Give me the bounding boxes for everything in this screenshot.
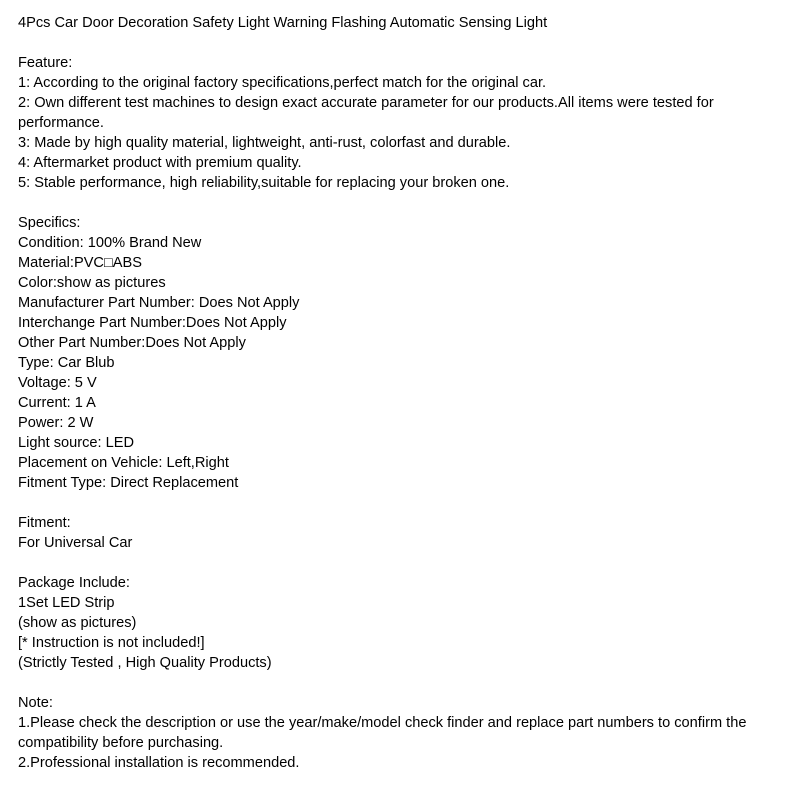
spacer [18, 193, 798, 213]
fitment-item: For Universal Car [18, 535, 133, 551]
spec-item: Interchange Part Number:Does Not Apply [18, 315, 287, 331]
spec-item: Manufacturer Part Number: Does Not Apply [18, 295, 300, 311]
feature-section [18, 53, 798, 193]
spec-item: Type: Car Blub [18, 355, 115, 371]
feature-item: 5: Stable performance, high reliability,suitable for replacing your broken one. [18, 175, 510, 191]
feature-item: 1: According to the original factory specifications,perfect match for the original car. [18, 75, 547, 91]
spec-item: Condition: 100% Brand New [18, 235, 202, 251]
package-item: (show as pictures) [18, 615, 137, 631]
feature-item: 4: Aftermarket product with premium quality. [18, 155, 302, 171]
note-section [18, 693, 798, 773]
spec-item: Fitment Type: Direct Replacement [18, 475, 239, 491]
note-heading: Note: [18, 695, 53, 711]
spec-item: Material:PVC□ABS [18, 255, 142, 271]
spacer [18, 553, 798, 573]
package-section [18, 573, 798, 673]
note-item: 1.Please check the description or use the year/make/model check finder and replace part numbers to confirm the compatibility before purchasing. [18, 715, 751, 751]
feature-heading: Feature: [18, 55, 73, 71]
spec-item: Power: 2 W [18, 415, 94, 431]
package-item: 1Set LED Strip [18, 595, 115, 611]
feature-item: 3: Made by high quality material, lightweight, anti-rust, colorfast and durable. [18, 135, 511, 151]
spacer [18, 493, 798, 513]
fitment-section [18, 513, 798, 553]
spec-item: Current: 1 A [18, 395, 96, 411]
package-heading: Package Include: [18, 575, 130, 591]
specifics-section [18, 213, 798, 493]
spec-item: Color:show as pictures [18, 275, 166, 291]
spec-item: Light source: LED [18, 435, 135, 451]
spec-item: Voltage: 5 V [18, 375, 97, 391]
specifics-heading: Specifics: [18, 215, 81, 231]
package-item: [* Instruction is not included!] [18, 635, 205, 651]
spec-item: Placement on Vehicle: Left,Right [18, 455, 229, 471]
product-title: 4Pcs Car Door Decoration Safety Light Warning Flashing Automatic Sensing Light [18, 15, 548, 31]
fitment-heading: Fitment: [18, 515, 71, 531]
feature-item: 2: Own different test machines to design exact accurate parameter for our products.All items were tested for performance. [18, 95, 718, 131]
product-description [18, 13, 798, 773]
spacer [18, 33, 798, 53]
note-item: 2.Professional installation is recommended. [18, 755, 300, 771]
spacer [18, 673, 798, 693]
package-item: (Strictly Tested , High Quality Products) [18, 655, 272, 671]
spec-item: Other Part Number:Does Not Apply [18, 335, 246, 351]
